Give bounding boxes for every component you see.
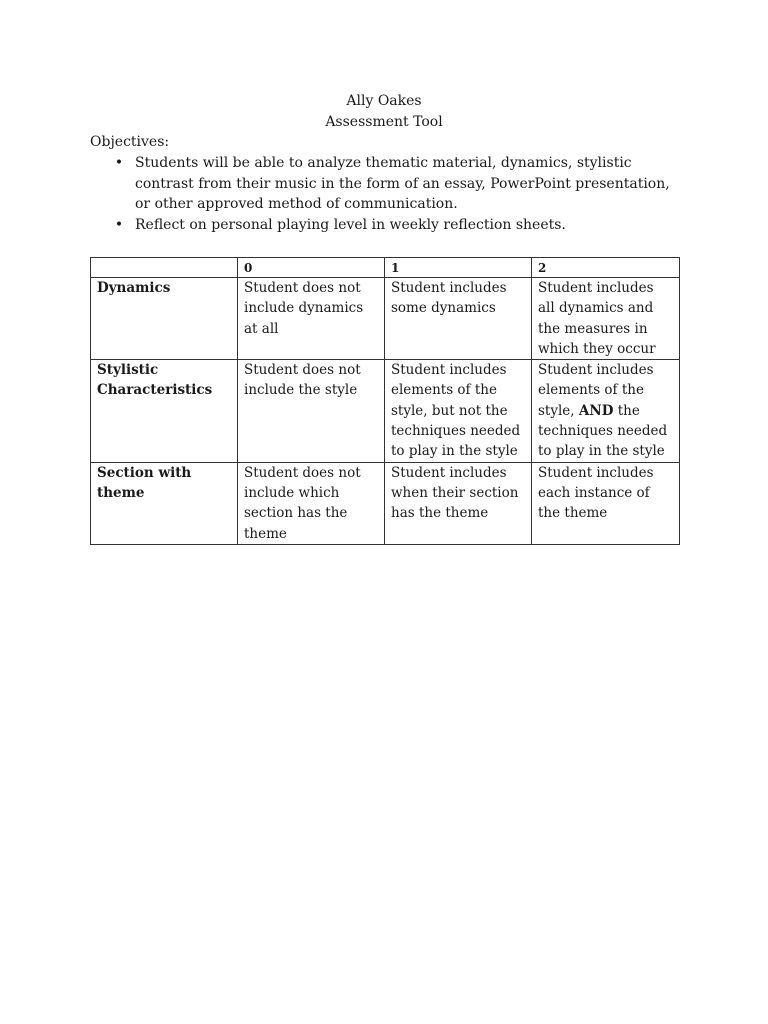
criterion-cell: Section with theme: [91, 462, 238, 544]
table-header-row: [91, 258, 680, 278]
score-2-text-before: Student includes elements of the style,: [538, 362, 654, 419]
header-cell-score-0: 0: [238, 258, 385, 278]
score-1-cell: Student includes when their section has the theme: [385, 462, 532, 544]
score-0-cell: Student does not include which section has the theme: [238, 462, 385, 544]
criterion-cell: Stylistic Characteristics: [91, 360, 238, 462]
author-name: Ally Oakes: [346, 93, 422, 109]
score-2-cell: Student includes all dynamics and the measures in which they occur: [532, 278, 680, 360]
objective-text: Reflect on personal playing level in weekly reflection sheets.: [135, 216, 566, 233]
table-row: [91, 462, 680, 544]
header-cell-score-1: 1: [385, 258, 532, 278]
objective-item: [112, 215, 672, 236]
objective-text: Students will be able to analyze thematic material, dynamics, stylistic contrast from their music in the form of an essay, PowerPoint presentation, or other approved method of communication.: [135, 155, 670, 212]
bullet-icon: •: [114, 155, 124, 171]
score-2-text-after: the techniques needed to play in the style: [538, 402, 668, 460]
rubric-table: [90, 257, 680, 545]
score-0-cell: Student does not include dynamics at all: [238, 278, 385, 360]
table-row: [91, 360, 680, 462]
bullet-icon: •: [114, 216, 124, 233]
criterion-cell: Dynamics: [91, 278, 238, 360]
objectives-label: Objectives:: [90, 134, 170, 150]
score-1-cell: Student includes some dynamics: [385, 278, 532, 360]
header-cell-empty: [91, 258, 238, 278]
score-0-cell: Student does not include the style: [238, 360, 385, 462]
score-2-cell: [532, 360, 680, 462]
score-2-cell: Student includes each instance of the theme: [532, 462, 680, 544]
table-row: [91, 278, 680, 360]
score-1-cell: Student includes elements of the style, but not the techniques needed to play in the style: [385, 360, 532, 462]
objectives-list: [112, 153, 672, 235]
objective-item: [112, 153, 672, 215]
document-header: [0, 91, 768, 133]
document-title: Assessment Tool: [325, 114, 443, 130]
score-2-text-emphasis: AND: [578, 402, 614, 419]
header-cell-score-2: 2: [532, 258, 680, 278]
